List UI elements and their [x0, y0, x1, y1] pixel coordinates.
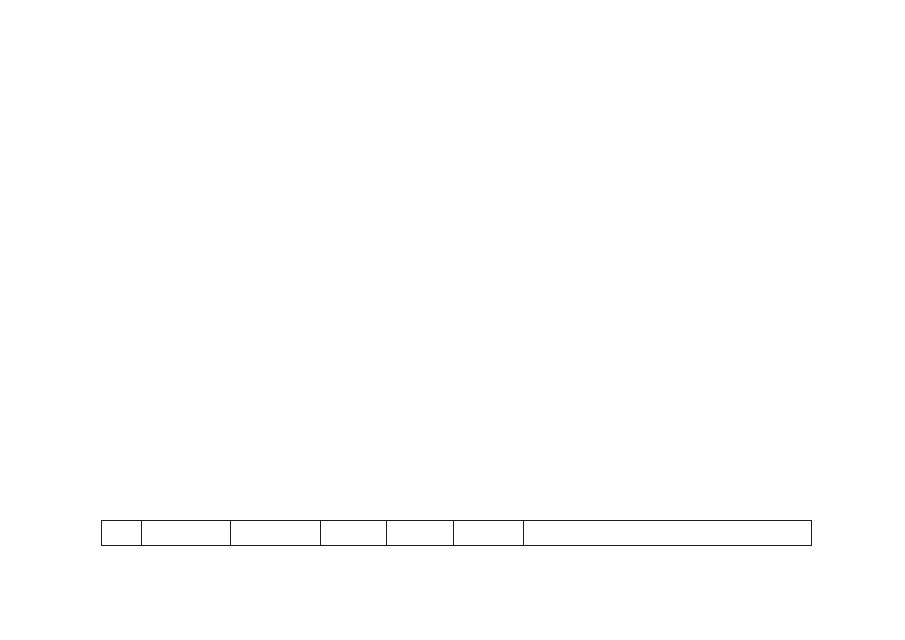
header-coexecutor [231, 521, 321, 546]
capital-construction-header-table [101, 520, 812, 546]
header-financing [524, 521, 812, 546]
header-object [142, 521, 231, 546]
header-cost [454, 521, 524, 546]
header-term [387, 521, 454, 546]
header-capacity [321, 521, 387, 546]
header-number [102, 521, 142, 546]
